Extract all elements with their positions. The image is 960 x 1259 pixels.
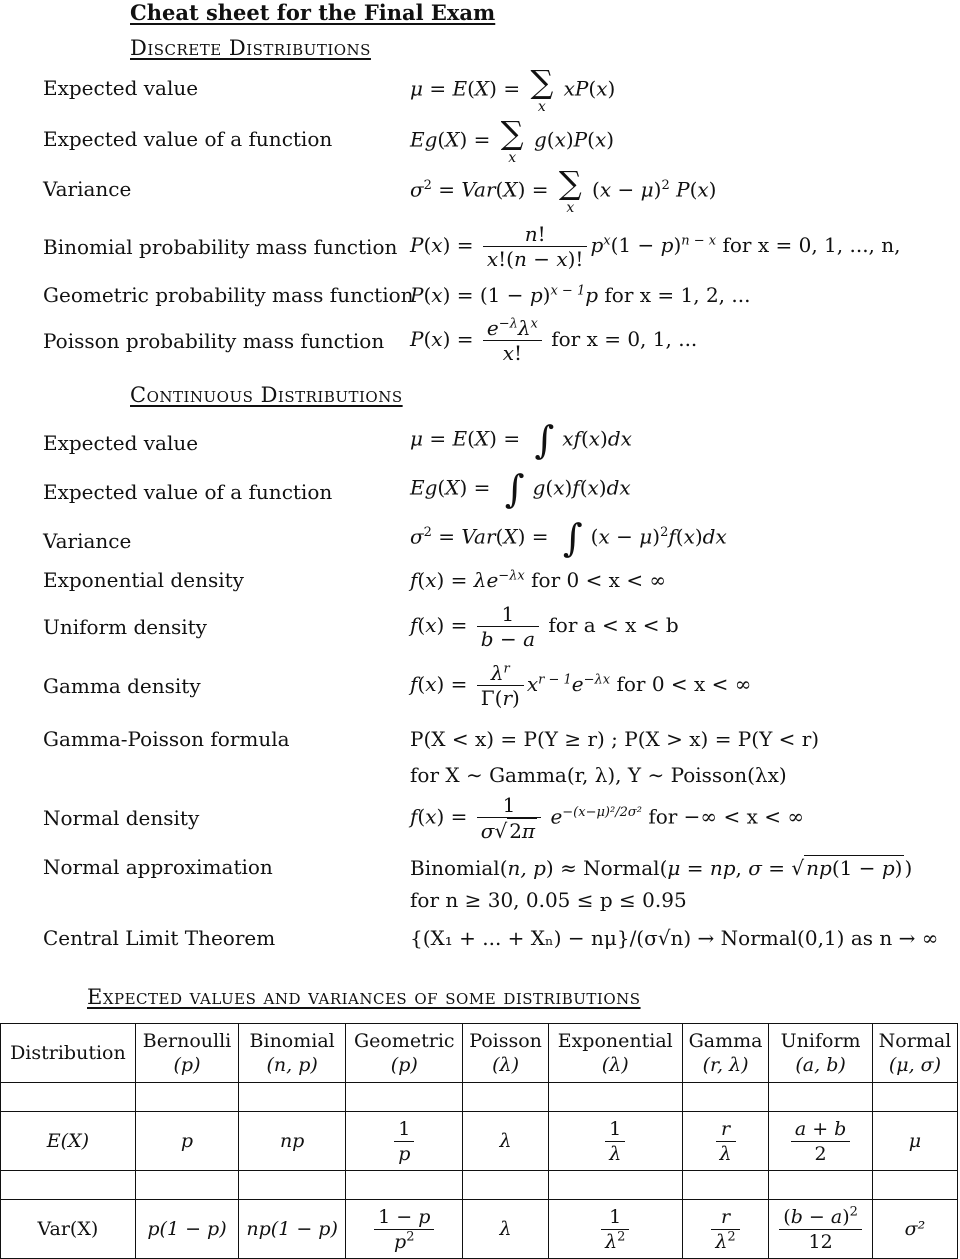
table-header-cell: Binomial (n, p) — [239, 1024, 346, 1083]
table-header-cell: Geometric (p) — [346, 1024, 463, 1083]
section-discrete-heading: Discrete Distributions — [130, 36, 371, 60]
continuous-formula-normal-approximation: Binomial(n, p) ≈ Normal(μ = np, σ = √ np(1 − p) ) — [410, 856, 913, 880]
discrete-label-expected-function: Expected value of a function — [43, 127, 333, 151]
geometric-condition: for x = 1, 2, ... — [604, 283, 751, 307]
table-header-cell: Normal (μ, σ) — [872, 1024, 957, 1083]
table-row-mean — [1, 1112, 958, 1171]
continuous-formula-clt: {(X₁ + ... + Xₙ) − nμ}/(σ√n) → Normal(0,1) as n → ∞ — [410, 926, 939, 950]
table-header-row — [1, 1024, 958, 1083]
table-cell: λ — [463, 1200, 548, 1259]
continuous-formula-expected-function: Eg(X) = ∫ g(x)f(x)dx — [410, 467, 631, 511]
continuous-formula-exponential: $f(x) = \lambda e^{-\lambda x}$ for 0 < x < ∞ — [410, 568, 667, 592]
table-header-cell: Bernoulli (p) — [135, 1024, 238, 1083]
normal-approximation-condition: for n ≥ 30, 0.05 ≤ p ≤ 0.95 — [410, 888, 687, 912]
section-table-heading: Expected values and variances of some distributions — [87, 985, 641, 1009]
table-cell: λ — [463, 1112, 548, 1171]
continuous-formula-expected-value: μ = E(X) = ∫ xf(x)dx — [410, 418, 632, 462]
discrete-label-poisson: Poisson probability mass function — [43, 329, 385, 353]
table-header-cell: Distribution — [1, 1024, 136, 1083]
discrete-formula-binomial: P(x) = $\frac{n!}{x!(n - x)!}$ $p^x(1 - p)^{n - x}$ for x = 0, 1, ..., n, — [410, 222, 901, 271]
continuous-label-uniform: Uniform density — [43, 615, 207, 639]
table-cell: p(1 − p) — [135, 1200, 238, 1259]
discrete-formula-expected-value: μ = E(X) = ∑ x xP(x) — [410, 63, 616, 115]
table-header-cell: Poisson (λ) — [463, 1024, 548, 1083]
table-cell: np — [239, 1112, 346, 1171]
continuous-formula-gamma: f(x) = $\frac{\lambda^r}{\Gamma(r)}$ $x^{r - 1}e^{-\lambda x}$ for 0 < x < ∞ — [410, 661, 752, 710]
uniform-condition: for a < x < b — [548, 613, 679, 637]
continuous-formula-uniform: f(x) = $\frac{1}{b - a}$ for a < x < b — [410, 602, 679, 651]
discrete-label-binomial: Binomial probability mass function — [43, 235, 398, 259]
continuous-formula-gamma-poisson: P(X < x) = P(Y ≥ r) ; P(X > x) = P(Y < r) — [410, 727, 820, 751]
discrete-label-variance: Variance — [43, 177, 132, 201]
table-row-variance — [1, 1200, 958, 1259]
discrete-label-expected-value: Expected value — [43, 76, 199, 100]
continuous-formula-normal: f(x) = $\frac{1}{\sigma√ 2\pi}$ $e^{-(x-\mu)^2/2\sigma^2}$ for −∞ < x < ∞ — [410, 793, 804, 843]
table-cell: $\frac{1}{\lambda}$ — [548, 1112, 682, 1171]
row-label-variance: Var(X) — [1, 1200, 136, 1259]
table-cell: $\frac{1}{p}$ — [346, 1112, 463, 1171]
discrete-formula-poisson: P(x) = $\frac{e^{-\lambda}\lambda^x}{x!}$ for x = 0, 1, ... — [410, 316, 698, 365]
continuous-label-gamma: Gamma density — [43, 674, 201, 698]
continuous-label-clt: Central Limit Theorem — [43, 926, 276, 950]
table-cell: $\frac{(b - a)^2}{12}$ — [769, 1200, 873, 1259]
continuous-label-exponential: Exponential density — [43, 568, 244, 592]
exponential-condition: for 0 < x < ∞ — [531, 568, 667, 592]
row-label-mean: E(X) — [1, 1112, 136, 1171]
page-title: Cheat sheet for the Final Exam — [130, 0, 496, 25]
table-cell: $\frac{1 - p}{p^2}$ — [346, 1200, 463, 1259]
continuous-label-gamma-poisson: Gamma-Poisson formula — [43, 727, 290, 751]
continuous-label-normal: Normal density — [43, 806, 200, 830]
table-cell: $\frac{r}{\lambda}$ — [682, 1112, 769, 1171]
table-header-cell: Gamma (r, λ) — [682, 1024, 769, 1083]
continuous-formula-gamma-poisson-condition: for X ∼ Gamma(r, λ), Y ∼ Poisson(λx) — [410, 763, 787, 787]
discrete-formula-geometric: $P(x) = (1 - p)^{x - 1}p$ for x = 1, 2, ... — [410, 283, 751, 307]
discrete-formula-expected-function: Eg(X) = ∑ x g(x)P(x) — [410, 114, 615, 166]
normal-condition: for −∞ < x < ∞ — [648, 804, 804, 829]
distribution-table — [0, 1023, 958, 1259]
continuous-label-expected-value: Expected value — [43, 431, 199, 455]
table-cell: μ — [872, 1112, 957, 1171]
table-cell: $\frac{1}{\lambda^2}$ — [548, 1200, 682, 1259]
continuous-label-expected-function: Expected value of a function — [43, 480, 333, 504]
discrete-formula-variance: $\sigma^2 = Var(X)$ = ∑ x $(x - \mu)^2$ P(x) — [410, 164, 717, 216]
table-header-cell: Uniform (a, b) — [769, 1024, 873, 1083]
continuous-formula-variance: $\sigma^2 = Var(X)$ = ∫ $(x - \mu)^2f(x)dx$ — [410, 516, 727, 560]
table-cell: $\frac{a + b}{2}$ — [769, 1112, 873, 1171]
table-cell: np(1 − p) — [239, 1200, 346, 1259]
table-cell: $\frac{r}{\lambda^2}$ — [682, 1200, 769, 1259]
binomial-condition: for x = 0, 1, ..., n, — [722, 233, 901, 257]
continuous-label-normal-approximation: Normal approximation — [43, 855, 273, 879]
table-header-cell: Exponential (λ) — [548, 1024, 682, 1083]
table-cell: p — [135, 1112, 238, 1171]
continuous-label-variance: Variance — [43, 529, 132, 553]
gamma-condition: for 0 < x < ∞ — [616, 672, 752, 696]
discrete-label-geometric: Geometric probability mass function — [43, 283, 414, 307]
poisson-condition: for x = 0, 1, ... — [551, 327, 698, 351]
section-continuous-heading: Continuous Distributions — [130, 383, 403, 407]
table-cell: σ² — [872, 1200, 957, 1259]
